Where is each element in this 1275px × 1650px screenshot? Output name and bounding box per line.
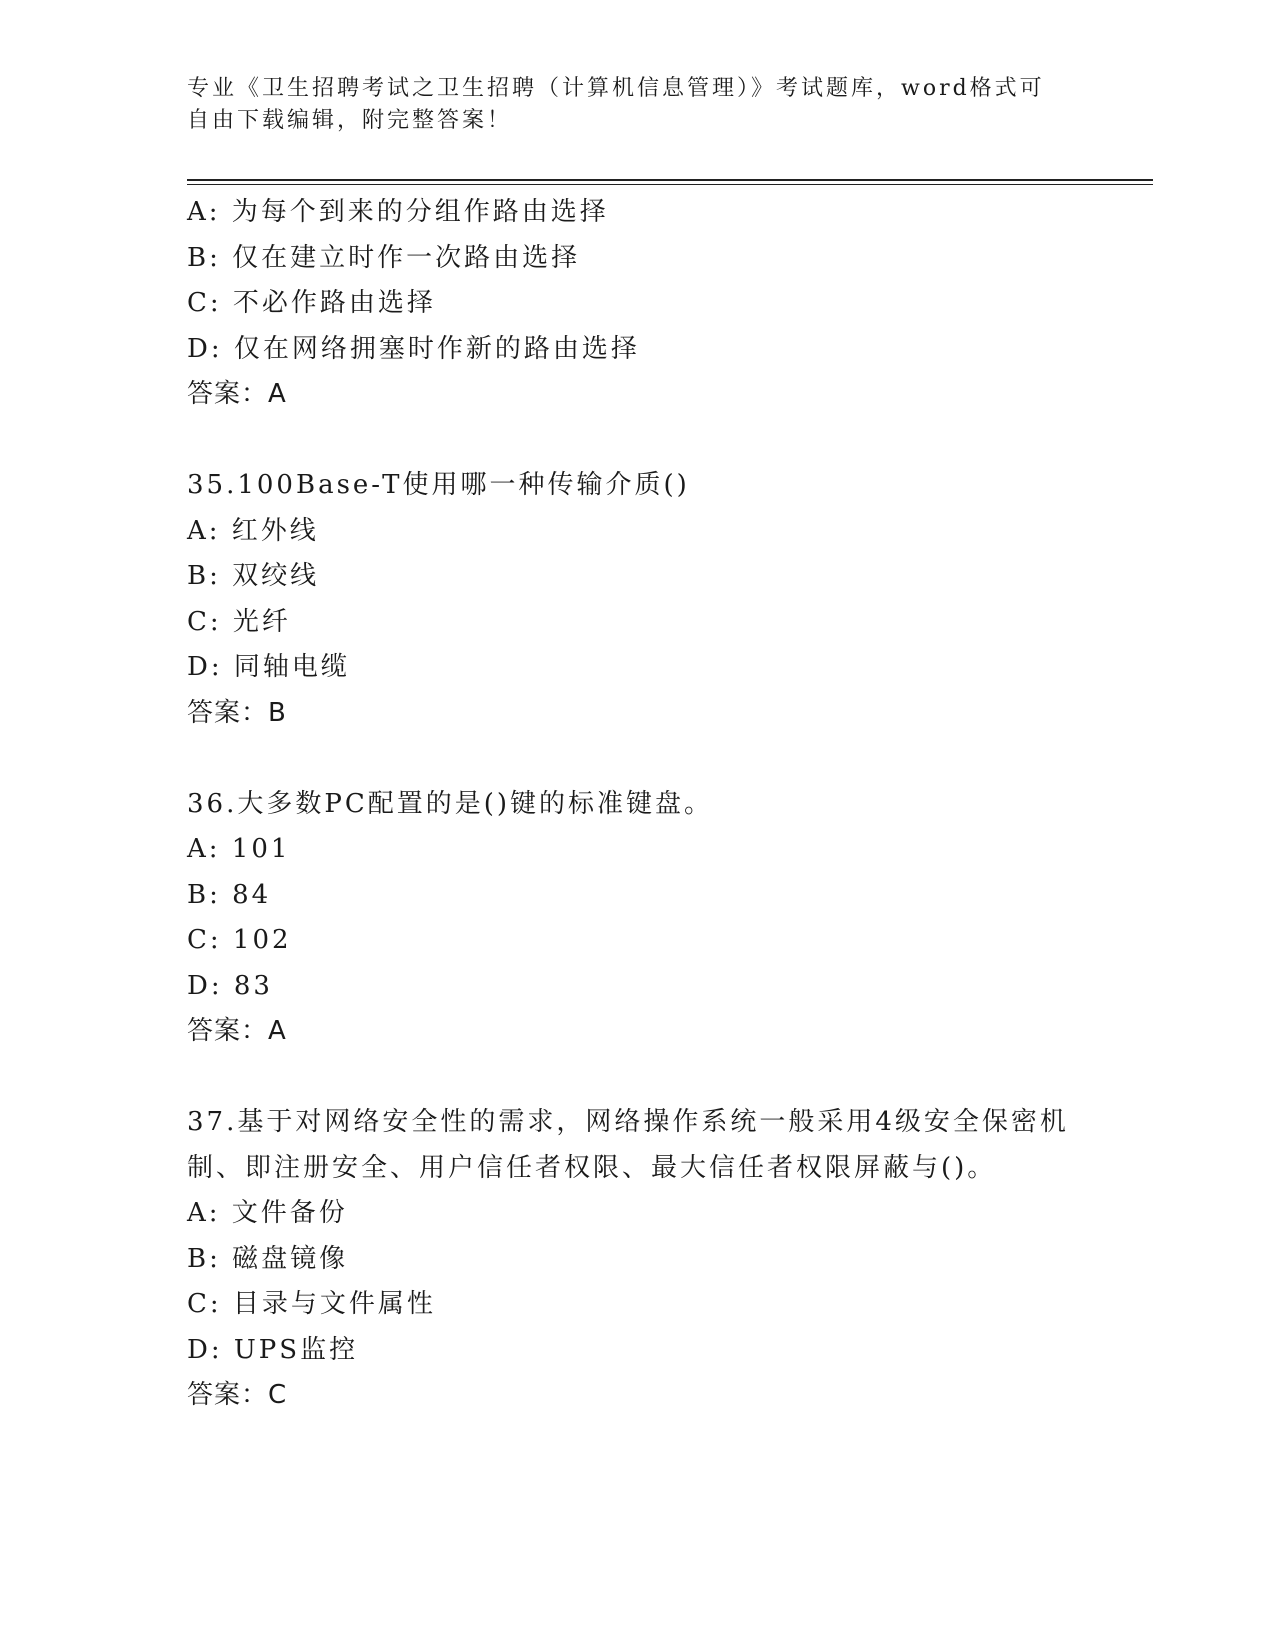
option-c: C: 102 — [187, 925, 292, 955]
question-stem: 36.大多数PC配置的是()键的标准键盘。 — [187, 788, 714, 819]
spacer — [187, 736, 1087, 782]
answer-34: 答案：A — [187, 379, 287, 409]
option-c: C: 光纤 — [187, 606, 291, 637]
option-b: B: 磁盘镜像 — [187, 1243, 349, 1274]
question-stem: 35.100Base-T使用哪一种传输介质() — [187, 470, 690, 500]
option-b: B: 双绞线 — [187, 561, 320, 591]
question-stem: 37.基于对网络安全性的需求，网络操作系统一般采用4级安全保密机制、即注册安全、用户信任者权限、最大信任者权限屏蔽与()。 — [187, 1107, 1069, 1183]
answer-37: 答案：C — [187, 1380, 288, 1410]
answer-36: 答案：A — [187, 1016, 287, 1046]
option-c: C: 目录与文件属性 — [187, 1289, 436, 1319]
answer-35: 答案：B — [187, 697, 287, 728]
option-b: B: 84 — [187, 879, 272, 910]
option-d: D: 83 — [187, 970, 273, 1001]
option-d: D: 仅在网络拥塞时作新的路由选择 — [187, 333, 640, 364]
option-a: A: 101 — [187, 834, 291, 864]
option-a: A: 文件备份 — [187, 1198, 348, 1228]
option-d: D: 同轴电缆 — [187, 652, 350, 682]
spacer — [187, 1055, 1087, 1101]
option-a: A: 红外线 — [187, 515, 319, 546]
option-b: B: 仅在建立时作一次路由选择 — [187, 242, 581, 273]
question-37 — [187, 1100, 1087, 1419]
document-header: 专业《卫生招聘考试之卫生招聘（计算机信息管理）》考试题库，word格式可自由下载编辑，附完整答案！ — [187, 76, 1045, 133]
option-d: D: UPS监控 — [187, 1334, 359, 1365]
question-36 — [187, 782, 1087, 1055]
question-list — [187, 190, 1087, 1419]
option-c: C: 不必作路由选择 — [187, 288, 436, 318]
header-divider — [187, 179, 1153, 185]
question-34-continued — [187, 190, 1087, 418]
spacer — [187, 418, 1087, 464]
option-a: A: 为每个到来的分组作路由选择 — [187, 197, 609, 227]
question-35 — [187, 463, 1087, 736]
